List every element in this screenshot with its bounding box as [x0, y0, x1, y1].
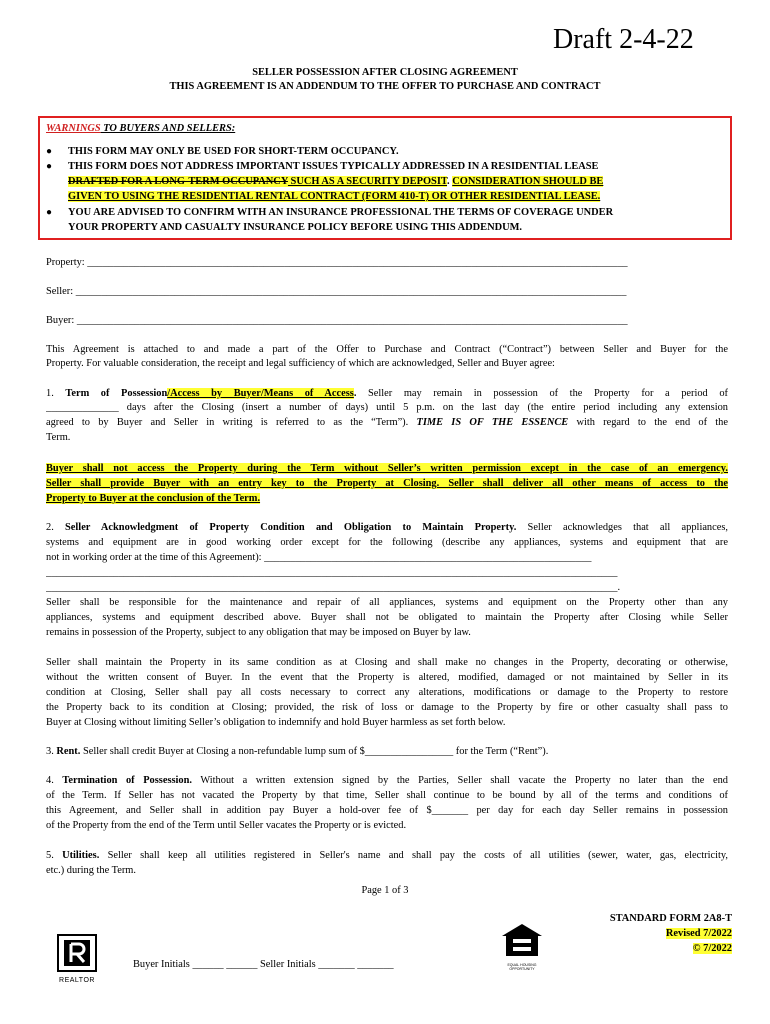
section-5-line-2: etc.) during the Term.: [46, 865, 136, 876]
warning-item-2-line-2: [68, 175, 728, 189]
realtor-logo-text: REALTOR: [59, 977, 95, 985]
warning-item-2-line-1: THIS FORM DOES NOT ADDRESS IMPORTANT ISSUES TYPICALLY ADDRESSED IN A RESIDENTIAL LEASE: [68, 161, 599, 172]
highlight-text: SUCH AS A SECURITY DEPOSIT: [287, 176, 448, 187]
section-2-p3-line-1: Seller shall maintain the Property in its same condition as at Closing and shall make no changes in the Property, decorating or otherwise,: [46, 657, 728, 668]
access-line-2: [46, 477, 728, 491]
period: .: [447, 176, 453, 187]
warnings-audience: TO BUYERS AND SELLERS:: [100, 123, 236, 134]
section-2-text: Seller acknowledges that all appliances,: [516, 522, 728, 533]
highlight-text: Buyer shall not access the Property during the Term without Seller’s written permission except in the case of an emergency.: [46, 463, 728, 474]
equal-housing-text: EQUAL HOUSING OPPORTUNITY: [507, 963, 537, 972]
time-essence-text: TIME IS OF THE ESSENCE: [416, 417, 569, 428]
page-number: Page 1 of 3: [361, 885, 409, 896]
copyright-date: [532, 942, 732, 956]
section-4-heading: Termination of Possession.: [62, 775, 192, 786]
bullet-icon: ●: [46, 146, 53, 157]
form-number: STANDARD FORM 2A8-T: [609, 913, 732, 924]
section-3-line[interactable]: [46, 745, 728, 759]
section-2-heading: Seller Acknowledgment of Property Condition and Obligation to Maintain Property.: [65, 522, 517, 533]
highlight-text: GIVEN TO USING THE RESIDENTIAL RENTAL CONTRACT (FORM 410-T) OR OTHER RESIDENTIAL LEASE.: [68, 191, 601, 202]
section-5-text: Seller shall keep all utilities registered in Seller's name and shall pay the costs of all utilities (sewer, water, gas, electricity,: [99, 850, 728, 861]
section-2-p3-line-5: Buyer at Closing without limiting Seller’s obligation to indemnify and hold Buyer harmless as set forth below.: [46, 717, 506, 728]
property-field[interactable]: Property: ________________________________________________________________________________________________________: [46, 257, 628, 268]
section-4-line-4: of the Property from the end of the Term until Seller vacates the Property or is evicted.: [46, 820, 407, 831]
access-line-3: [46, 492, 728, 506]
warning-item-1: THIS FORM MAY ONLY BE USED FOR SHORT-TERM OCCUPANCY.: [68, 146, 399, 157]
section-4-line-2: of the Term. If Seller has not vacated the Property by that time, Seller shall continue to be bound by all of the terms and conditions of: [46, 790, 728, 801]
intro-line-1: This Agreement is attached to and made a part of the Offer to Purchase and Contract (“Contract”) between Seller and Buyer for the: [46, 344, 728, 355]
section-4-line-1: [46, 774, 728, 788]
section-1-text: agreed to by Buyer and Seller in writing is referred to as the “Term”).: [46, 417, 417, 428]
section-2-line-1: [46, 521, 728, 535]
highlight-text: Revised 7/2022: [665, 928, 732, 939]
section-1-line-2[interactable]: ______________ days after the Closing (insert a number of days) until 5 p.m. on the last day (the entire period including any extension: [46, 402, 728, 413]
section-number: 1.: [46, 388, 66, 399]
section-number: 2.: [46, 522, 66, 533]
section-1-line-3: [46, 416, 728, 430]
initials-line[interactable]: Buyer Initials ______ ______ Seller Initials _______ _______: [133, 959, 394, 970]
draft-label: Draft 2-4-22: [553, 24, 694, 55]
section-2-line-3[interactable]: not in working order at the time of this Agreement): _______________________________________________________________: [46, 552, 592, 563]
section-2-p3-line-4: the Property back to its condition at Closing; provided, the risk of loss or damage to the Property by fire or other casualty shall pass to: [46, 702, 728, 713]
bullet-icon: ●: [46, 207, 53, 218]
section-2-p2-line-3: remains in possession of the Property, subject to any obligation that may be imposed on Buyer by law.: [46, 627, 471, 638]
section-2-line-4[interactable]: ______________________________________________________________________________________________________________: [46, 567, 618, 578]
form-title: SELLER POSSESSION AFTER CLOSING AGREEMENT: [252, 67, 518, 78]
section-number: 3.: [46, 746, 57, 757]
section-number: 4.: [46, 775, 63, 786]
revised-date: [532, 927, 732, 941]
realtor-logo-icon: [56, 934, 98, 985]
section-number: 5.: [46, 850, 63, 861]
bullet-icon: ●: [46, 161, 53, 172]
section-1-heading: Term of Possession: [65, 388, 168, 399]
highlight-text: Seller shall provide Buyer with an entry key to the Property at Closing. Seller shall deliver all other means of access to the: [46, 478, 728, 489]
warning-item-2-line-3: [68, 190, 728, 204]
buyer-field[interactable]: Buyer: __________________________________________________________________________________________________________: [46, 315, 628, 326]
section-2-line-2: systems and equipment are in good working order except for the following (describe any appliances, systems and equipment that are: [46, 537, 728, 548]
equal-housing-icon: [498, 922, 546, 970]
section-2-p3-line-3: condition at Closing, Seller shall pay all costs necessary to correct any alterations, modifications or damage to the Property to restore: [46, 687, 728, 698]
section-3-heading: Rent.: [56, 746, 81, 757]
section-2-p3-line-2: without the written consent of Buyer. In the event that the Property is altered, modified, damaged or not maintained by Seller in its: [46, 672, 728, 683]
section-2-p2-line-1: Seller shall be responsible for the maintenance and repair of all appliances, systems and equipment on the Property other than any: [46, 597, 728, 608]
section-2-p2-line-2: appliances, systems and equipment described above. Buyer shall not be obligated to maintain the Property after Closing while Seller: [46, 612, 728, 623]
section-4-line-3[interactable]: this Agreement, and Seller shall in addition pay Buyer a hold-over fee of $_______ per day for each day Seller remains in possession: [46, 805, 728, 816]
section-5-line-1: [46, 849, 728, 863]
section-1-line-1: [46, 387, 728, 401]
section-5-heading: Utilities.: [62, 850, 100, 861]
section-2-line-5[interactable]: ______________________________________________________________________________________________________________.: [46, 582, 621, 593]
section-1-text: with regard to the end of the: [568, 417, 728, 428]
period: .: [353, 388, 357, 399]
section-1-text: Seller may remain in possession of the Property for a period of: [356, 388, 728, 399]
section-4-text: Without a written extension signed by the Parties, Seller shall vacate the Property no later than the end: [192, 775, 728, 786]
warning-item-3-line-2: YOUR PROPERTY AND CASUALTY INSURANCE POLICY BEFORE USING THIS ADDENDUM.: [68, 222, 522, 233]
form-subtitle: THIS AGREEMENT IS AN ADDENDUM TO THE OFFER TO PURCHASE AND CONTRACT: [169, 81, 601, 92]
highlight-text: © 7/2022: [692, 943, 732, 954]
section-1-line-4: Term.: [46, 432, 71, 443]
warnings-heading: [46, 122, 235, 136]
access-line-1: [46, 462, 728, 476]
highlight-text: CONSIDERATION SHOULD BE: [452, 176, 604, 187]
section-3-text: Seller shall credit Buyer at Closing a non-refundable lump sum of $_________________ for the Term (“Rent”).: [80, 746, 549, 757]
intro-line-2: Property. For valuable consideration, the receipt and legal sufficiency of which are acknowledged, Seller and Buyer agree:: [46, 358, 555, 369]
highlight-text: Property to Buyer at the conclusion of the Term.: [46, 493, 261, 504]
warnings-word: WARNINGS: [46, 123, 101, 134]
section-1-heading-added: /Access by Buyer/Means of Access: [167, 388, 354, 399]
seller-field[interactable]: Seller: __________________________________________________________________________________________________________: [46, 286, 627, 297]
warning-item-3-line-1: YOU ARE ADVISED TO CONFIRM WITH AN INSURANCE PROFESSIONAL THE TERMS OF COVERAGE UNDER: [68, 207, 614, 218]
struck-text: DRAFTED FOR A LONG-TERM OCCUPANCY: [68, 176, 288, 187]
